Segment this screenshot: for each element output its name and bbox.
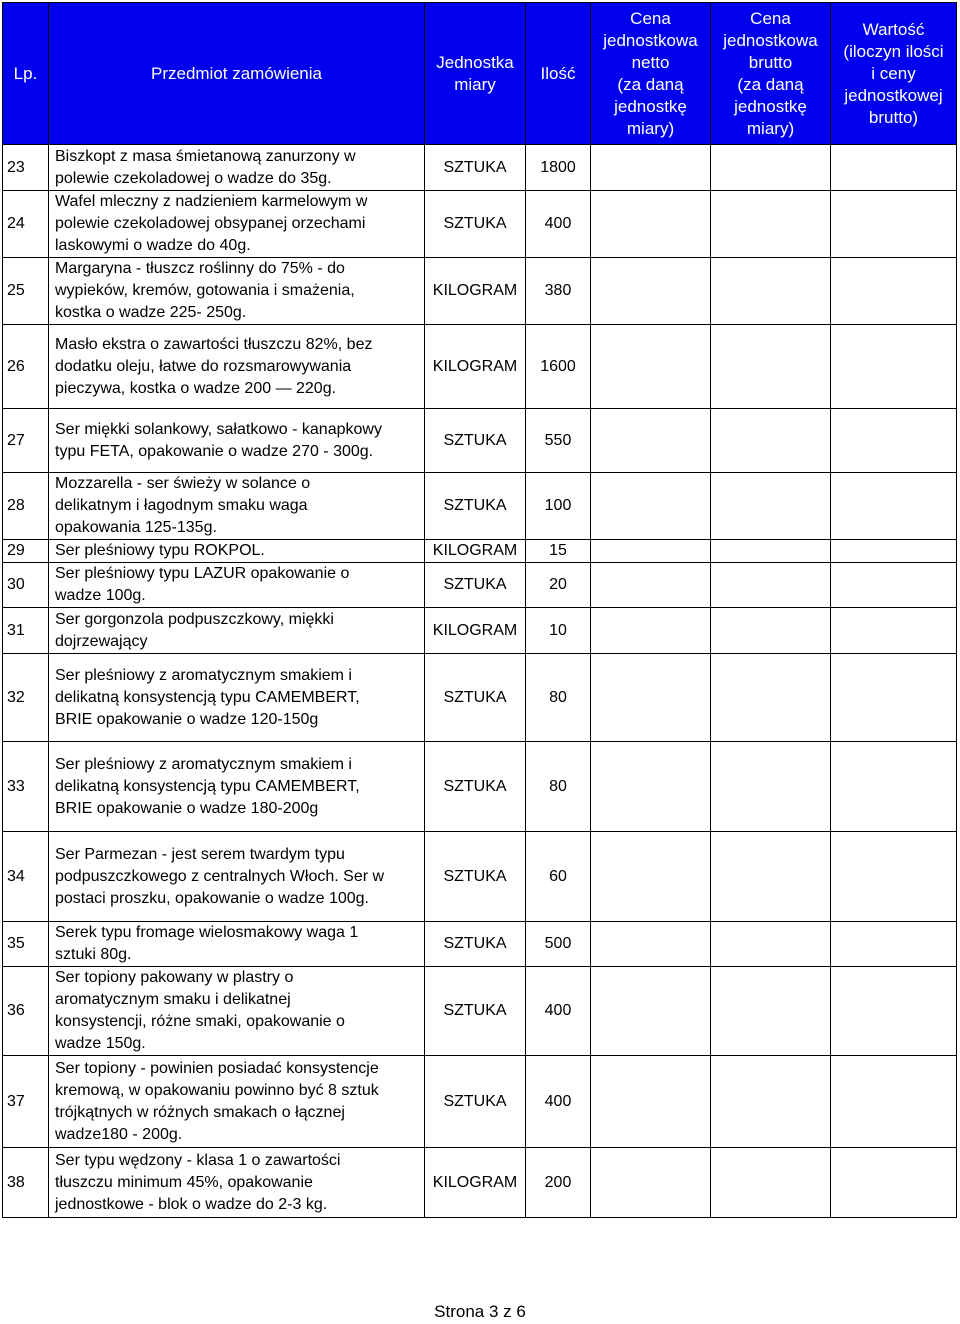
quantity: 15 bbox=[526, 540, 591, 563]
quantity: 20 bbox=[526, 563, 591, 608]
unit-of-measure: SZTUKA bbox=[425, 473, 526, 540]
gross-price-cell bbox=[711, 540, 831, 563]
unit-of-measure: SZTUKA bbox=[425, 563, 526, 608]
net-price-cell bbox=[591, 145, 711, 191]
value-cell bbox=[831, 473, 957, 540]
net-price-cell bbox=[591, 325, 711, 409]
item-description: Serek typu fromage wielosmakowy waga 1 sztuki 80g. bbox=[49, 922, 425, 967]
table-row bbox=[3, 608, 957, 654]
net-price-cell bbox=[591, 258, 711, 325]
quantity: 550 bbox=[526, 409, 591, 473]
row-number: 24 bbox=[3, 191, 49, 258]
value-cell bbox=[831, 145, 957, 191]
quantity: 200 bbox=[526, 1148, 591, 1218]
value-cell bbox=[831, 325, 957, 409]
header-value: Wartość (iloczyn ilości i ceny jednostkowej brutto) bbox=[831, 3, 957, 145]
table-row bbox=[3, 1056, 957, 1148]
unit-of-measure: KILOGRAM bbox=[425, 540, 526, 563]
table-row bbox=[3, 742, 957, 832]
value-cell bbox=[831, 654, 957, 742]
gross-price-cell bbox=[711, 967, 831, 1056]
table-row bbox=[3, 409, 957, 473]
header-unit: Jednostka miary bbox=[425, 3, 526, 145]
table-row bbox=[3, 832, 957, 922]
quantity: 10 bbox=[526, 608, 591, 654]
unit-of-measure: SZTUKA bbox=[425, 1056, 526, 1148]
item-description: Ser typu wędzony - klasa 1 o zawartości tłuszczu minimum 45%, opakowanie jednostkowe - blok o wadze do 2-3 kg. bbox=[49, 1148, 425, 1218]
row-number: 30 bbox=[3, 563, 49, 608]
net-price-cell bbox=[591, 473, 711, 540]
quantity: 1800 bbox=[526, 145, 591, 191]
gross-price-cell bbox=[711, 1056, 831, 1148]
net-price-cell bbox=[591, 1148, 711, 1218]
unit-of-measure: KILOGRAM bbox=[425, 325, 526, 409]
order-table bbox=[2, 2, 957, 1218]
gross-price-cell bbox=[711, 191, 831, 258]
value-cell bbox=[831, 832, 957, 922]
gross-price-cell bbox=[711, 563, 831, 608]
item-description: Ser pleśniowy typu LAZUR opakowanie o wadze 100g. bbox=[49, 563, 425, 608]
quantity: 500 bbox=[526, 922, 591, 967]
value-cell bbox=[831, 540, 957, 563]
quantity: 60 bbox=[526, 832, 591, 922]
unit-of-measure: SZTUKA bbox=[425, 145, 526, 191]
table-row bbox=[3, 473, 957, 540]
net-price-cell bbox=[591, 540, 711, 563]
table-row bbox=[3, 922, 957, 967]
header-item: Przedmiot zamówienia bbox=[49, 3, 425, 145]
unit-of-measure: SZTUKA bbox=[425, 409, 526, 473]
row-number: 31 bbox=[3, 608, 49, 654]
unit-of-measure: KILOGRAM bbox=[425, 608, 526, 654]
gross-price-cell bbox=[711, 258, 831, 325]
row-number: 36 bbox=[3, 967, 49, 1056]
table-header bbox=[3, 3, 957, 145]
unit-of-measure: SZTUKA bbox=[425, 742, 526, 832]
quantity: 80 bbox=[526, 654, 591, 742]
quantity: 100 bbox=[526, 473, 591, 540]
net-price-cell bbox=[591, 409, 711, 473]
value-cell bbox=[831, 191, 957, 258]
table-row bbox=[3, 325, 957, 409]
page-number: Strona 3 z 6 bbox=[434, 1302, 526, 1321]
row-number: 25 bbox=[3, 258, 49, 325]
item-description: Ser gorgonzola podpuszczkowy, miękki dojrzewający bbox=[49, 608, 425, 654]
unit-of-measure: SZTUKA bbox=[425, 191, 526, 258]
net-price-cell bbox=[591, 654, 711, 742]
value-cell bbox=[831, 1056, 957, 1148]
net-price-cell bbox=[591, 191, 711, 258]
item-description: Ser pleśniowy z aromatycznym smakiem i delikatną konsystencją typu CAMEMBERT, BRIE opakowanie o wadze 120-150g bbox=[49, 654, 425, 742]
gross-price-cell bbox=[711, 1148, 831, 1218]
header-net-price: Cena jednostkowa netto (za daną jednostkę miary) bbox=[591, 3, 711, 145]
item-description: Margaryna - tłuszcz roślinny do 75% - do wypieków, kremów, gotowania i smażenia, kostka o wadze 225- 250g. bbox=[49, 258, 425, 325]
table-row bbox=[3, 967, 957, 1056]
table-body bbox=[3, 145, 957, 1218]
gross-price-cell bbox=[711, 325, 831, 409]
net-price-cell bbox=[591, 1056, 711, 1148]
gross-price-cell bbox=[711, 409, 831, 473]
quantity: 80 bbox=[526, 742, 591, 832]
item-description: Ser topiony - powinien posiadać konsystencje kremową, w opakowaniu powinno być 8 sztuk trójkątnych w różnych smakach o łącznej wadze180 - 200g. bbox=[49, 1056, 425, 1148]
net-price-cell bbox=[591, 608, 711, 654]
row-number: 34 bbox=[3, 832, 49, 922]
row-number: 35 bbox=[3, 922, 49, 967]
table-row bbox=[3, 1148, 957, 1218]
value-cell bbox=[831, 608, 957, 654]
item-description: Ser Parmezan - jest serem twardym typu podpuszczkowego z centralnych Włoch. Ser w postaci proszku, opakowanie o wadze 100g. bbox=[49, 832, 425, 922]
header-qty: Ilość bbox=[526, 3, 591, 145]
row-number: 32 bbox=[3, 654, 49, 742]
item-description: Biszkopt z masa śmietanową zanurzony w polewie czekoladowej o wadze do 35g. bbox=[49, 145, 425, 191]
header-lp: Lp. bbox=[3, 3, 49, 145]
table-row bbox=[3, 654, 957, 742]
row-number: 38 bbox=[3, 1148, 49, 1218]
gross-price-cell bbox=[711, 922, 831, 967]
unit-of-measure: KILOGRAM bbox=[425, 258, 526, 325]
net-price-cell bbox=[591, 563, 711, 608]
item-description: Wafel mleczny z nadzieniem karmelowym w polewie czekoladowej obsypanej orzechami laskowymi o wadze do 40g. bbox=[49, 191, 425, 258]
unit-of-measure: SZTUKA bbox=[425, 922, 526, 967]
net-price-cell bbox=[591, 967, 711, 1056]
gross-price-cell bbox=[711, 654, 831, 742]
row-number: 37 bbox=[3, 1056, 49, 1148]
value-cell bbox=[831, 563, 957, 608]
value-cell bbox=[831, 1148, 957, 1218]
item-description: Ser topiony pakowany w plastry o aromatycznym smaku i delikatnej konsystencji, różne smaki, opakowanie o wadze 150g. bbox=[49, 967, 425, 1056]
gross-price-cell bbox=[711, 832, 831, 922]
value-cell bbox=[831, 409, 957, 473]
quantity: 380 bbox=[526, 258, 591, 325]
item-description: Ser pleśniowy typu ROKPOL. bbox=[49, 540, 425, 563]
row-number: 29 bbox=[3, 540, 49, 563]
table-row bbox=[3, 563, 957, 608]
value-cell bbox=[831, 742, 957, 832]
gross-price-cell bbox=[711, 608, 831, 654]
unit-of-measure: SZTUKA bbox=[425, 967, 526, 1056]
net-price-cell bbox=[591, 922, 711, 967]
row-number: 33 bbox=[3, 742, 49, 832]
value-cell bbox=[831, 922, 957, 967]
value-cell bbox=[831, 967, 957, 1056]
row-number: 28 bbox=[3, 473, 49, 540]
row-number: 27 bbox=[3, 409, 49, 473]
row-number: 26 bbox=[3, 325, 49, 409]
table-row bbox=[3, 191, 957, 258]
unit-of-measure: SZTUKA bbox=[425, 832, 526, 922]
item-description: Ser miękki solankowy, sałatkowo - kanapkowy typu FETA, opakowanie o wadze 270 - 300g. bbox=[49, 409, 425, 473]
value-cell bbox=[831, 258, 957, 325]
unit-of-measure: SZTUKA bbox=[425, 654, 526, 742]
gross-price-cell bbox=[711, 145, 831, 191]
quantity: 1600 bbox=[526, 325, 591, 409]
table-row bbox=[3, 540, 957, 563]
item-description: Masło ekstra o zawartości tłuszczu 82%, bez dodatku oleju, łatwe do rozsmarowywania pieczywa, kostka o wadze 200 — 220g. bbox=[49, 325, 425, 409]
gross-price-cell bbox=[711, 473, 831, 540]
gross-price-cell bbox=[711, 742, 831, 832]
quantity: 400 bbox=[526, 1056, 591, 1148]
unit-of-measure: KILOGRAM bbox=[425, 1148, 526, 1218]
net-price-cell bbox=[591, 832, 711, 922]
row-number: 23 bbox=[3, 145, 49, 191]
table-row bbox=[3, 145, 957, 191]
quantity: 400 bbox=[526, 191, 591, 258]
item-description: Ser pleśniowy z aromatycznym smakiem i delikatną konsystencją typu CAMEMBERT, BRIE opakowanie o wadze 180-200g bbox=[49, 742, 425, 832]
item-description: Mozzarella - ser świeży w solance o delikatnym i łagodnym smaku waga opakowania 125-135g. bbox=[49, 473, 425, 540]
quantity: 400 bbox=[526, 967, 591, 1056]
table-row bbox=[3, 258, 957, 325]
header-gross-price: Cena jednostkowa brutto (za daną jednostkę miary) bbox=[711, 3, 831, 145]
net-price-cell bbox=[591, 742, 711, 832]
